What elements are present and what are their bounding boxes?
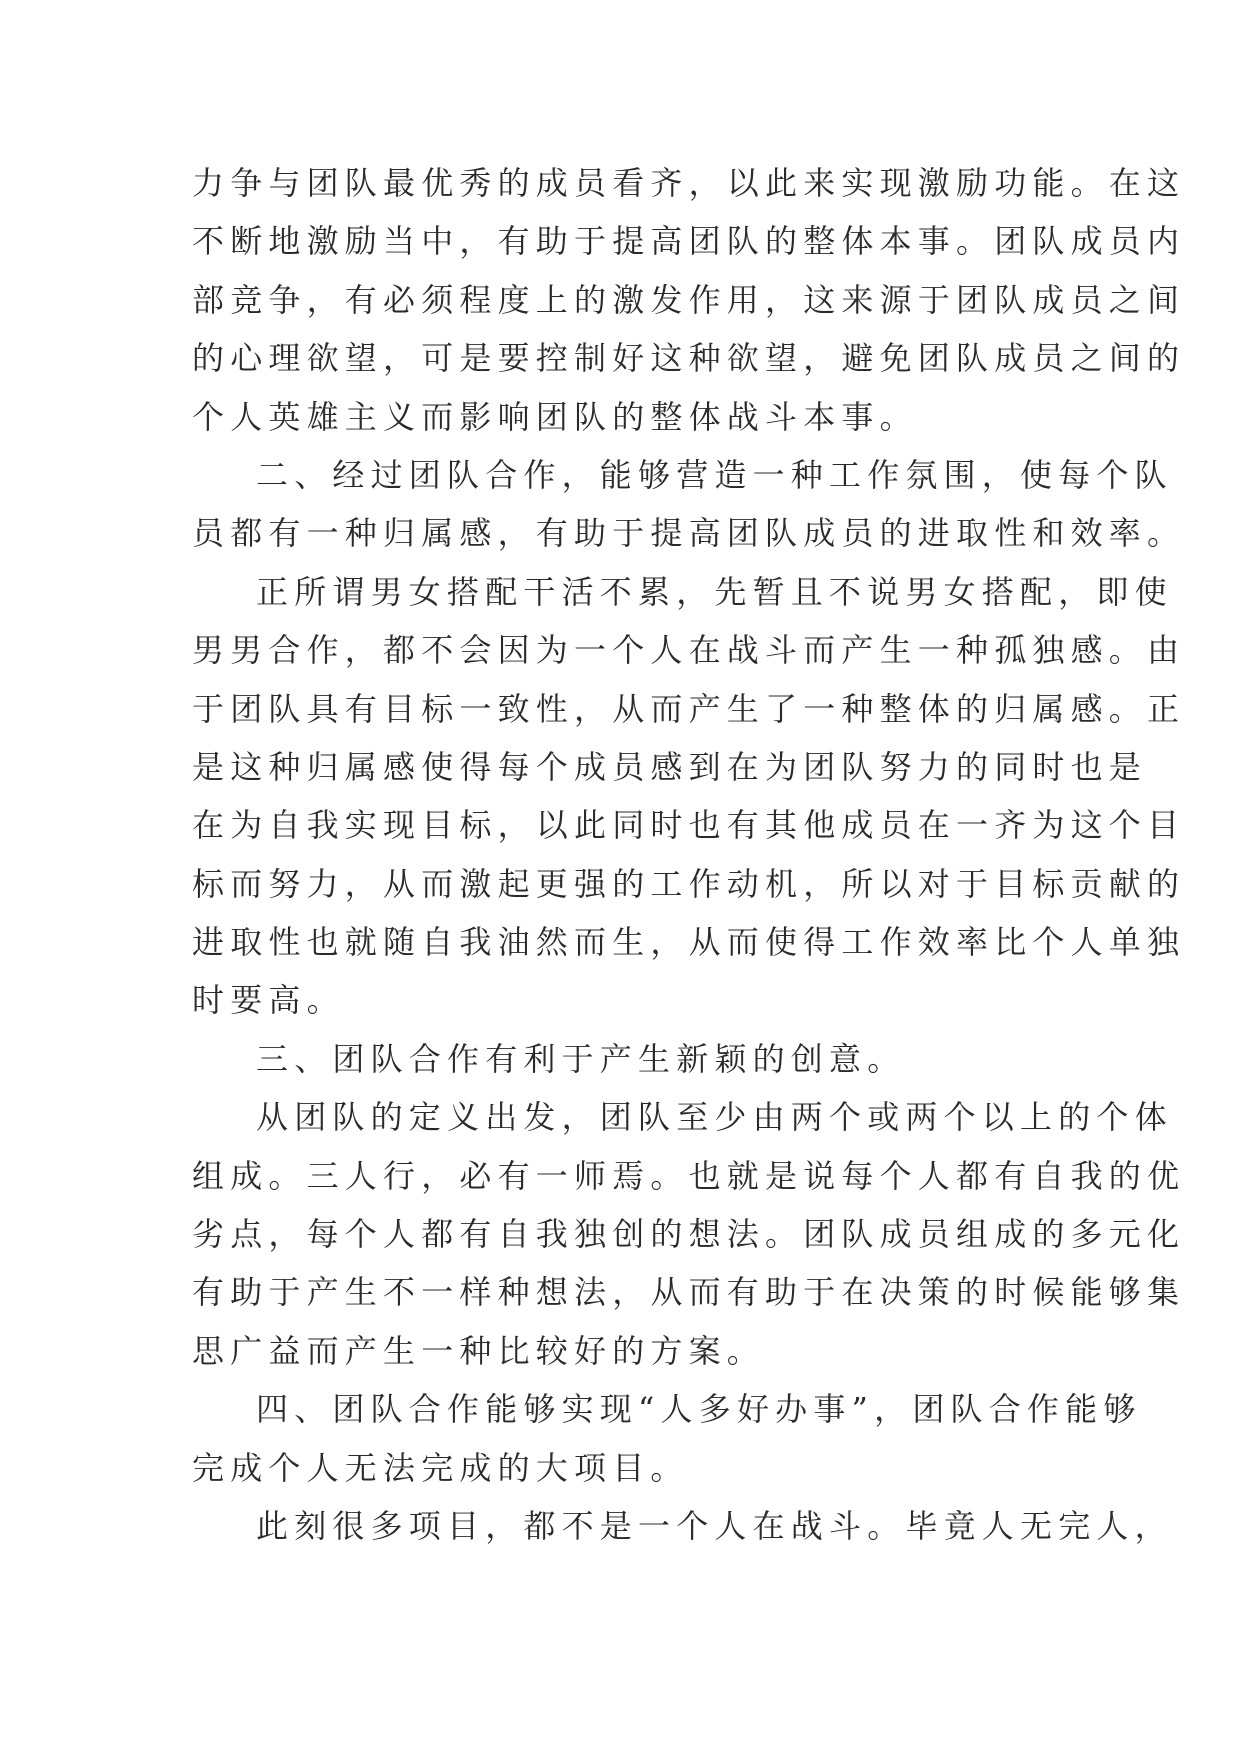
paragraph-start: 此刻很多项目，都不是一个人在战斗。毕竟人无完人， [256, 1506, 1173, 1545]
section-heading: 三、团队合作有利于产生新颖的创意。 [256, 1039, 906, 1078]
text-line: 不断地激励当中，有助于提高团队的整体本事。团队成员内 [192, 222, 1186, 261]
text-line: 部竞争，有必须程度上的激发作用，这来源于团队成员之间 [192, 280, 1186, 319]
text-line: 进取性也就随自我油然而生，从而使得工作效率比个人单独 [192, 923, 1186, 962]
text-line: 完成个人无法完成的大项目。 [192, 1448, 689, 1487]
document-body [192, 154, 1186, 1555]
paragraph-start: 正所谓男女搭配干活不累，先暂且不说男女搭配，即使 [256, 572, 1173, 611]
text-line: 于团队具有目标一致性，从而产生了一种整体的归属感。正 [192, 689, 1186, 728]
text-line: 个人英雄主义而影响团队的整体战斗本事。 [192, 397, 918, 436]
text-line: 的心理欲望，可是要控制好这种欲望，避免团队成员之间的 [192, 339, 1186, 378]
text-line: 是这种归属感使得每个成员感到在为团队努力的同时也是 [192, 747, 1148, 786]
text-line: 在为自我实现目标，以此同时也有其他成员在一齐为这个目 [192, 806, 1186, 845]
text-line: 员都有一种归属感，有助于提高团队成员的进取性和效率。 [192, 514, 1186, 553]
text-line: 标而努力，从而激起更强的工作动机，所以对于目标贡献的 [192, 864, 1186, 903]
text-line: 时要高。 [192, 981, 345, 1020]
text-line: 男男合作，都不会因为一个人在战斗而产生一种孤独感。由 [192, 631, 1186, 670]
text-line: 有助于产生不一样种想法，从而有助于在决策的时候能够集 [192, 1273, 1186, 1312]
text-line: 力争与团队最优秀的成员看齐，以此来实现激励功能。在这 [192, 164, 1186, 202]
text-line: 思广益而产生一种比较好的方案。 [192, 1331, 766, 1370]
paragraph-start: 从团队的定义出发，团队至少由两个或两个以上的个体 [256, 1098, 1173, 1137]
section-heading: 二、经过团队合作，能够营造一种工作氛围，使每个队 [256, 455, 1173, 494]
text-line: 组成。三人行，必有一师焉。也就是说每个人都有自我的优 [192, 1156, 1186, 1195]
section-heading: 四、团队合作能够实现“人多好办事”，团队合作能够 [256, 1390, 1142, 1429]
text-line: 劣点，每个人都有自我独创的想法。团队成员组成的多元化 [192, 1215, 1186, 1254]
